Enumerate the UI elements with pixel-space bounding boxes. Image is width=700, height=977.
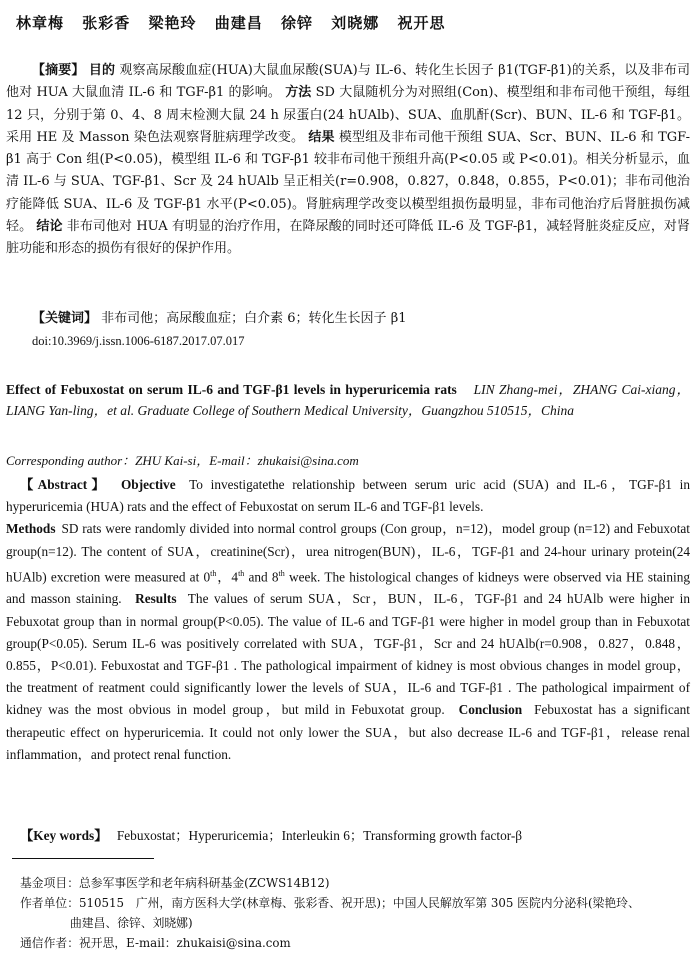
en-methods-text: week. The histological changes of kidneys were observed via HE staining and masson staining. xyxy=(6,569,690,607)
en-methods-text: SD rats were randomly divided into normal control groups (Con group，n=12)，model group (n=12) and Febuxotat group(n=12). The content of SUA，creatinine(Scr)，urea nitrogen(BUN)，IL-6，TGF-β1 and 24-hour urinary protein(24 hUAlb) excretion were measured at 0 xyxy=(6,521,690,585)
en-results-label: Results xyxy=(135,591,177,607)
en-article-title: Effect of Febuxostat on serum IL-6 and TGF-β1 levels in hyperuricemia rats xyxy=(6,382,457,397)
en-conclusion-text: Febuxostat has a significant therapeutic effect on hyperuricemia. It could not only lower the SUA，but also decrease IL-6 and TGF-β1，release renal inflammation，and protect renal function. xyxy=(6,702,690,762)
cn-conclusion-text: 非布司他对 HUA 有明显的治疗作用，在降尿酸的同时还可降低 IL-6 及 TGF-β1，减轻肾脏炎症反应，对肾脏功能和形态的损伤有很好的保护作用。 xyxy=(6,219,690,257)
cn-abstract xyxy=(6,60,690,261)
en-authors-affiliation: LIN Zhang-mei，ZHANG Cai-xiang，LIANG Yan-ling，et al. Graduate College of Southern Medical University，Guangzhou 510515，China xyxy=(6,382,691,418)
en-objective-text: To investigatethe relationship between serum uric acid (SUA) and IL-6，TGF-β1 in hyperuricemia (HUA) rats and the effect of Febuxostat on serum IL-6 and TGF-β1 levels. xyxy=(6,477,690,515)
en-corresponding-author: Corresponding author：ZHU Kai-si，E-mail：zhukaisi@sina.com xyxy=(6,453,359,468)
cn-methods-label: 方法 xyxy=(285,85,312,101)
cn-results-label: 结果 xyxy=(308,129,335,145)
en-title-block xyxy=(6,379,690,421)
author-name: 徐锌 xyxy=(281,14,314,32)
affiliation-continued: 曲建昌、徐锌、刘晓娜) xyxy=(70,916,193,930)
footnote-divider xyxy=(12,858,154,859)
cn-objective-label: 目的 xyxy=(88,63,116,78)
doi[interactable]: doi:10.3969/j.issn.1006-6187.2017.07.017 xyxy=(32,334,245,348)
cn-keywords xyxy=(6,308,690,330)
en-keywords-label: 【Key words】 xyxy=(20,828,108,843)
superscript-th: th xyxy=(278,568,285,578)
cn-abstract-label: 【摘要】 xyxy=(32,63,85,78)
cn-objective-text: 观察高尿酸血症(HUA)大鼠血尿酸(SUA)与 IL-6、转化生长因子 β1(TGF-β1)的关系，以及非布司他对 HUA 大鼠血清 IL-6 和 TGF-β1 的影响。 xyxy=(6,63,690,101)
funding-note: 基金项目：总参军事医学和老年病科研基金(ZCWS14B12) xyxy=(20,876,330,890)
cn-conclusion-label: 结论 xyxy=(36,219,63,235)
author-name: 张彩香 xyxy=(82,14,131,32)
author-name: 曲建昌 xyxy=(214,14,263,32)
en-results-text: The values of serum SUA，Scr，BUN，IL-6，TGF-β1 and 24 hUAlb were higher in Febuxotat group than in normal group(P<0.05). The value of IL-6 and TGF-β1 were higher in model group than in Febuxotat group(P<0.05). Serum IL-6 was positively correlated with SUA，TGF-β1，Scr and 24 hUAlb(r=0.908，0.827，0.848，0.855，P<0.01). Febuxostat and TGF-β1 . The pathological impairment of kidney is most obvious changes in model group，the treatment of reatment could significantly lower the levels of SUA，IL-6 and TGF-β1 . The pathological impairment of kidney was the most obvious in model group，but mild in Febuxotat group. xyxy=(6,591,690,718)
author-name: 梁艳玲 xyxy=(148,14,197,32)
cn-keywords-label: 【关键词】 xyxy=(32,311,98,326)
superscript-th: th xyxy=(210,568,217,578)
superscript-th: th xyxy=(238,568,245,578)
cn-keywords-text: 非布司他；高尿酸血症；白介素 6；转化生长因子 β1 xyxy=(101,311,407,326)
affiliation-text: 510515 广州，南方医科大学(林章梅、张彩香、祝开思)；中国人民解放军第 305 医院内分泌科(梁艳玲、 xyxy=(79,896,640,910)
affiliation-label: 作者单位： xyxy=(20,896,79,910)
corresponding-note: 通信作者：祝开思，E-mail：zhukaisi@sina.com xyxy=(20,936,291,950)
en-keywords-text: Febuxostat；Hyperuricemia；Interleukin 6；Transforming growth factor-β xyxy=(116,828,523,843)
en-keywords xyxy=(6,826,690,846)
cn-author-list xyxy=(16,12,458,33)
author-name: 刘晓娜 xyxy=(331,14,380,32)
cn-methods-text: SD 大鼠随机分为对照组(Con)、模型组和非布司他干预组，每组 12 只，分别于第 0、4、8 周末检测大鼠 24 h 尿蛋白(24 hUAlb)、SUA、血肌酐(Scr)、BUN、IL-6 和 TGF-β1。采用 HE 及 Masson 染色法观察肾脏病理学改变。 xyxy=(6,85,690,145)
en-methods-text: and 8 xyxy=(244,569,279,585)
author-name: 林章梅 xyxy=(16,14,65,32)
cn-results-text: 模型组及非布司他干预组 SUA、Scr、BUN、IL-6 和 TGF-β1 高于 Con 组(P<0.05)，模型组 IL-6 和 TGF-β1 较非布司他干预组升高(P<0.05 或 P<0.01)。相关分析显示，血清 IL-6 与 SUA、TGF-β1、Scr 及 24 hUAlb 呈正相关(r=0.908，0.827，0.848，0.855，P<0.01)；非布司他治疗能降低 SUA、IL-6 及 TGF-β1 水平(P<0.05)。肾脏病理学改变以模型组损伤最明显，非布司他治疗后肾脏损伤减轻。 xyxy=(6,129,690,235)
author-name: 祝开思 xyxy=(397,14,446,32)
en-methods-text: ，4 xyxy=(216,569,239,585)
en-methods-label: Methods xyxy=(6,521,56,537)
en-conclusion-label: Conclusion xyxy=(458,702,523,718)
en-objective-label: Objective xyxy=(120,477,176,492)
en-abstract-label: 【Abstract】 xyxy=(20,477,110,492)
en-abstract xyxy=(6,474,690,766)
footnotes xyxy=(20,873,690,953)
